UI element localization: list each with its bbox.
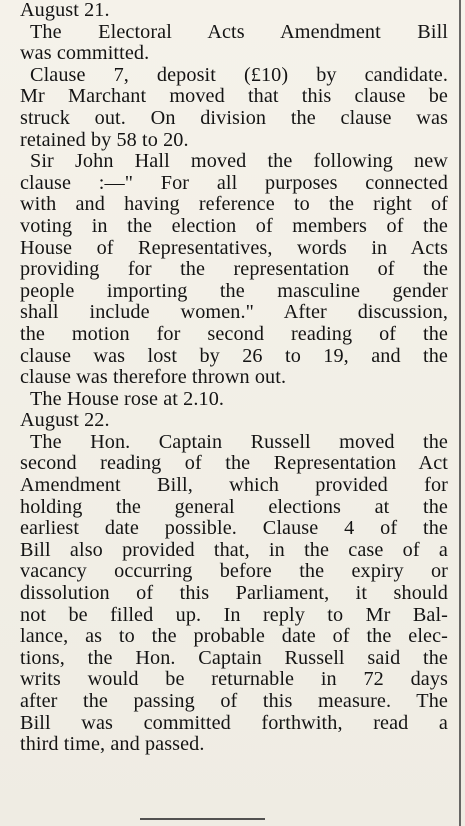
text-line: vacancy occurring before the expiry or <box>20 560 448 583</box>
text-line: House of Representatives, words in Acts <box>20 236 448 259</box>
text-line: lance, as to the probable date of the elec- <box>20 625 448 648</box>
paragraph-bill-committed <box>20 22 448 65</box>
text-line: holding the general elections at the <box>20 495 448 518</box>
text-line: Bill was committed forthwith, read a <box>20 711 448 734</box>
text-line: Bill also provided that, in the case of a <box>20 538 448 561</box>
text-line: The Electoral Acts Amendment Bill <box>30 20 448 43</box>
paragraph-new-clause-women <box>20 151 448 389</box>
paragraph-clause-7 <box>20 65 448 151</box>
column-divider <box>459 0 461 826</box>
text-line: The House rose at 2.10. <box>30 387 225 410</box>
date-heading-august-22: August 22. <box>20 409 110 432</box>
text-line: writs would be returnable in 72 days <box>20 668 448 691</box>
text-line: dissolution of this Parliament, it should <box>20 582 448 605</box>
text-line: The Hon. Captain Russell moved the <box>30 430 448 453</box>
text-line: providing for the representation of the <box>20 258 448 281</box>
text-line: Sir John Hall moved the following new <box>30 150 448 173</box>
text-line: retained by 58 to 20. <box>20 128 189 151</box>
paragraph-house-rose <box>20 389 448 411</box>
text-line: Amendment Bill, which provided for <box>20 474 448 497</box>
text-line: shall include women." After discussion, <box>20 301 448 324</box>
text-line: Clause 7, deposit (£10) by candidate. <box>30 63 448 86</box>
text-line: struck out. On division the clause was <box>20 106 448 129</box>
text-line: not be filled up. In reply to Mr Bal- <box>20 603 448 626</box>
text-line: second reading of the Representation Act <box>20 452 448 475</box>
text-line: tions, the Hon. Captain Russell said the <box>20 646 448 669</box>
text-line: was committed. <box>20 42 150 65</box>
paragraph-representation-act <box>20 432 448 756</box>
article-body <box>20 0 448 756</box>
text-line: clause :—" For all purposes connected <box>20 171 448 194</box>
text-line: clause was therefore thrown out. <box>20 366 287 389</box>
text-line: people importing the masculine gender <box>20 279 448 302</box>
text-line: the motion for second reading of the <box>20 322 448 345</box>
text-line: Mr Marchant moved that this clause be <box>20 85 448 108</box>
text-line: clause was lost by 26 to 19, and the <box>20 344 448 367</box>
text-line: with and having reference to the right of <box>20 193 448 216</box>
text-line: after the passing of this measure. The <box>20 690 448 712</box>
text-line: earliest date possible. Clause 4 of the <box>20 517 448 540</box>
date-heading-august-21: August 21. <box>20 0 110 21</box>
section-end-rule <box>140 818 265 820</box>
text-line: voting in the election of members of the <box>20 214 448 237</box>
text-line: third time, and passed. <box>20 733 205 756</box>
